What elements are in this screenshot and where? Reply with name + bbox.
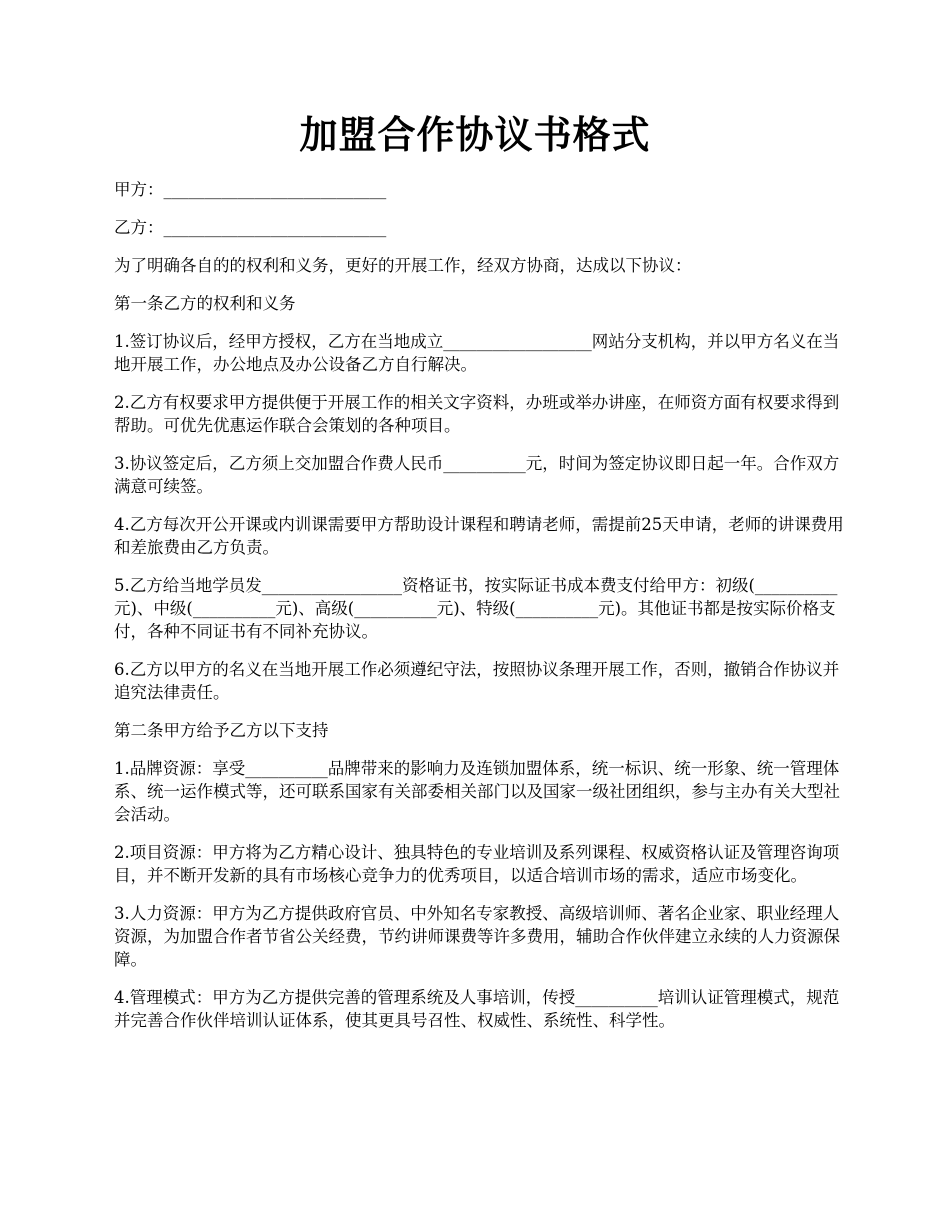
article-1-clause-5: 5.乙方给当地学员发_________________资格证书，按实际证书成本费支付给甲方：初级(__________元)、中级(__________元)、高级(__________元)、特级(__________元)。其他证书都是按实际价格支付，各种不同证书有不同补充协议。 bbox=[114, 576, 838, 641]
article-1-clause-1: 1.签订协议后，经甲方授权，乙方在当地成立__________________网站分支机构，并以甲方名义在当地开展工作，办公地点及办公设备乙方自行解决。 bbox=[114, 332, 840, 374]
preamble-paragraph: 为了明确各自的的权利和义务，更好的开展工作，经双方协商，达成以下协议： bbox=[114, 256, 692, 275]
article-1-clause-6: 6.乙方以甲方的名义在当地开展工作必须遵纪守法，按照协议条理开展工作，否则，撤销合作协议并追究法律责任。 bbox=[114, 660, 840, 702]
article-2-clause-4: 4.管理模式：甲方为乙方提供完善的管理系统及人事培训，传授__________培训认证管理模式，规范并完善合作伙伴培训认证体系，使其更具号召性、权威性、系统性、科学性。 bbox=[114, 988, 840, 1030]
party-b-line: 乙方：___________________________ bbox=[114, 218, 387, 237]
document-title: 加盟合作协议书格式 bbox=[299, 112, 651, 157]
document-body bbox=[114, 178, 844, 1047]
article-1-clause-3: 3.协议签定后，乙方须上交加盟合作费人民币__________元，时间为签定协议即日起一年。合作双方满意可续签。 bbox=[114, 454, 840, 496]
article-1-clause-4: 4.乙方每次开公开课或内训课需要甲方帮助设计课程和聘请老师，需提前25天申请，老师的讲课费用和差旅费由乙方负责。 bbox=[114, 515, 844, 557]
article-2-heading: 第二条甲方给予乙方以下支持 bbox=[114, 721, 329, 740]
article-2-clause-2: 2.项目资源：甲方将为乙方精心设计、独具特色的专业培训及系列课程、权威资格认证及管理咨询项目，并不断开发新的具有市场核心竞争力的优秀项目，以适合培训市场的需求，适应市场变化。 bbox=[114, 843, 840, 885]
party-a-line: 甲方：___________________________ bbox=[114, 180, 387, 199]
article-2-clause-1: 1.品牌资源：享受__________品牌带来的影响力及连锁加盟体系，统一标识、统一形象、统一管理体系、统一运作模式等，还可联系国家有关部委相关部门以及国家一级社团组织，参与主办有关大型社会活动。 bbox=[114, 759, 840, 824]
article-1-heading: 第一条乙方的权利和义务 bbox=[114, 294, 296, 313]
article-1-clause-2: 2.乙方有权要求甲方提供便于开展工作的相关文字资料，办班或举办讲座，在师资方面有权要求得到帮助。可优先优惠运作联合会策划的各种项目。 bbox=[114, 393, 840, 435]
article-2-clause-3: 3.人力资源：甲方为乙方提供政府官员、中外知名专家教授、高级培训师、著名企业家、职业经理人资源，为加盟合作者节省公关经费，节约讲师课费等许多费用，辅助合作伙伴建立永续的人力资源保障。 bbox=[114, 904, 840, 969]
